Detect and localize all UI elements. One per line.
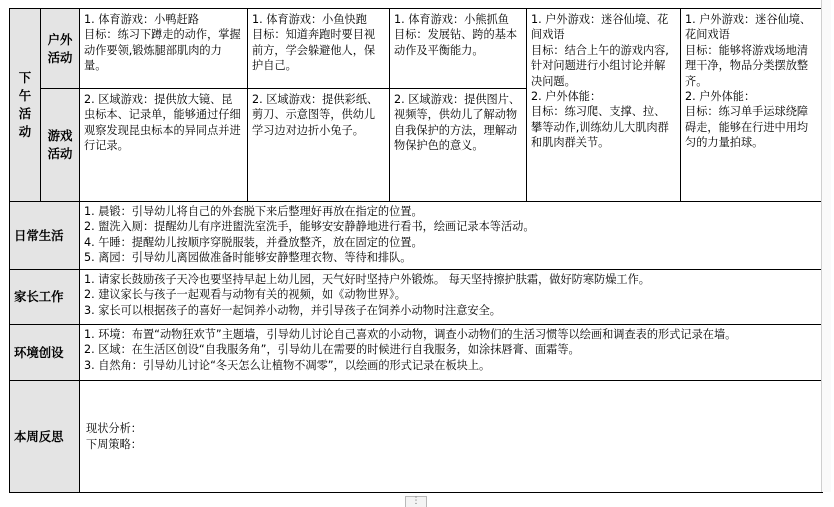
cell-line: 目标：结合上午的游戏内容,针对问题进行小组讨论并解决问题。 [531, 43, 669, 88]
cell-line: 1. 晨锻：引导幼儿将自己的外套脱下来后整理好再放在指定的位置。 [84, 205, 423, 218]
parents-row [10, 270, 823, 325]
cell-line: 5. 离园：引导幼儿离园做准备时能够安静整理衣物、等待和排队。 [84, 251, 412, 265]
reflection-row [10, 381, 823, 493]
outdoor-label-line: 户外 [47, 31, 73, 47]
cell-line: 2. 区域：在生活区创设“自我服务角”，引导幼儿在需要的时候进行自我服务，如涂抹唇膏、面霜等。 [84, 343, 580, 357]
daily-life-row [10, 202, 823, 270]
game-cell-wed [390, 89, 527, 202]
cell-line: 1. 户外游戏：迷谷仙境、花间戏语 [685, 13, 812, 42]
cell-line: 目标：练习单手运球绕障碍走，能够在行进中用均匀的力量拍球。 [685, 105, 809, 150]
cell-line: 4. 午睡：提醒幼儿按顺序穿脱服装，并叠放整齐，放在固定的位置。 [84, 235, 423, 249]
game-label-line: 游戏 [47, 128, 73, 143]
cell-line: 2. 区域游戏：提供放大镜、昆虫标本、记录单，能够通过仔细观察发现昆虫标本的异同点并进行记录。 [84, 93, 241, 153]
cell-line: 2. 建议家长与孩子一起观看与动物有关的视频，如《动物世界》。 [84, 288, 406, 302]
outdoor-activity-label [41, 9, 80, 89]
cell-line: 2. 区域游戏：提供彩纸、剪刀、示意图等，供幼儿学习边对边折小兔子。 [252, 93, 379, 137]
game-label-line: 活动 [47, 146, 73, 161]
outdoor-cell-wed [390, 9, 527, 89]
afternoon-label-char: 午 [18, 88, 32, 103]
environment-row [10, 325, 823, 381]
cell-line: 目标：知道奔跑时要目视前方，学会躲避他人，保护自己。 [252, 28, 376, 73]
next-week-strategy-label: 下周策略： [86, 437, 142, 451]
parents-label: 家长工作 [10, 270, 80, 325]
cell-line: 2. 户外体能： [531, 90, 602, 104]
horizontal-scroll-thumb[interactable]: ⋮ [405, 496, 427, 507]
parents-content [80, 270, 823, 325]
afternoon-label-char: 下 [18, 70, 32, 85]
outdoor-cell-mon [80, 9, 248, 89]
reflection-label: 本周反思 [10, 381, 80, 493]
cell-line: 3. 自然角：引导幼儿讨论“冬天怎么让植物不凋零”，以绘画的形式记录在板块上。 [84, 358, 491, 372]
status-analysis-label: 现状分析： [86, 422, 142, 436]
outdoor-cell-thu [527, 9, 681, 202]
cell-line: 1. 环境：布置“动物狂欢节”主题墙，引导幼儿讨论自己喜欢的小动物，调查小动物们的生活习惯等以绘画和调查表的形式记录在墙。 [84, 328, 737, 341]
cell-line: 目标：练习爬、支撑、拉、攀等动作,训练幼儿大肌肉群和肌肉群关节。 [531, 105, 669, 150]
game-cell-tue [248, 89, 390, 202]
daily-life-label: 日常生活 [10, 202, 80, 270]
afternoon-section-label [10, 9, 41, 202]
reflection-content [80, 381, 823, 493]
cell-line: 1. 体育游戏：小熊抓鱼 [394, 13, 509, 26]
environment-label: 环境创设 [10, 325, 80, 381]
vertical-scrollbar[interactable] [821, 0, 831, 492]
cell-line: 2. 区域游戏：提供图片、视频等，供幼儿了解动物自我保护的方法，理解动物保护色的意义。 [394, 93, 521, 153]
cell-line: 1. 体育游戏：小鸭赶路 [84, 13, 199, 26]
afternoon-outdoor-row [10, 9, 823, 89]
cell-line: 1. 体育游戏：小鱼快跑 [252, 13, 367, 26]
cell-line: 2. 盥洗入厕：提醒幼儿有序进盥洗室洗手，能够安安静静地进行看书，绘画记录本等活动。 [84, 220, 535, 234]
cell-line: 1. 户外游戏：迷谷仙境、花间戏语 [531, 13, 669, 42]
afternoon-label-char: 活 [18, 106, 32, 121]
outdoor-cell-tue [248, 9, 390, 89]
daily-life-content [80, 202, 823, 270]
outdoor-label-line: 活动 [47, 49, 73, 65]
cell-line: 2. 户外体能： [685, 90, 756, 104]
cell-line: 1. 请家长鼓励孩子天冷也要坚持早起上幼儿园，天气好时坚持户外锻炼。 每天坚持擦护肤霜，做好防寒防燥工作。 [84, 273, 650, 286]
cell-line: 目标：练习下蹲走的动作，掌握动作要领,锻炼腿部肌肉的力量。 [84, 28, 241, 73]
outdoor-cell-fri [681, 9, 823, 202]
environment-content [80, 325, 823, 381]
game-cell-mon [80, 89, 248, 202]
cell-line: 3. 家长可以根据孩子的喜好一起饲养小动物，并引导孩子在饲养小动物时注意安全。 [84, 303, 501, 317]
cell-line: 目标：能够将游戏场地清理干净，物品分类摆放整齐。 [685, 43, 809, 88]
afternoon-label-char: 动 [18, 124, 32, 139]
game-activity-label [41, 89, 80, 202]
weekly-plan-table [9, 8, 823, 493]
cell-line: 目标：发展钻、跨的基本动作及平衡能力。 [394, 28, 518, 57]
